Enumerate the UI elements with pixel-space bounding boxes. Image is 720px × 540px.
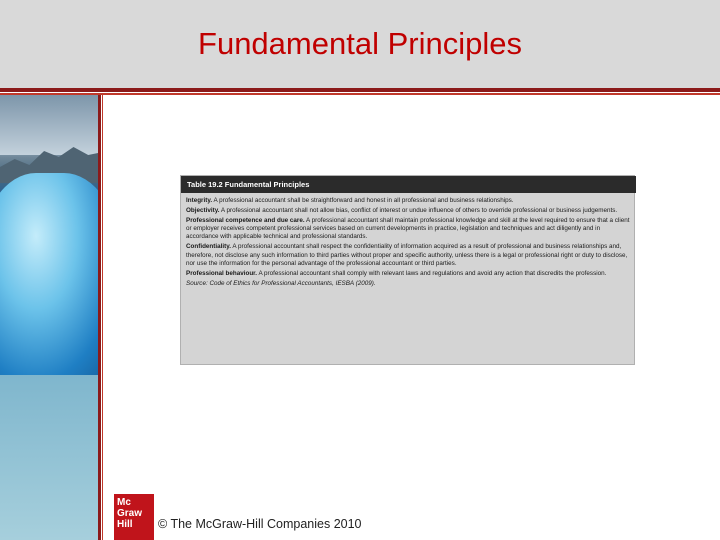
mcgraw-hill-logo (114, 494, 154, 540)
principle-text: A professional accountant shall respect the confidentiality of information acquired as a result of professional and business relationships and, therefore, not disclose any such information to third parties without proper and specific authority, unless there is a legal or professional right or duty to disclose, nor use the information for the personal advantage of the professional accountant or third parties. (186, 243, 628, 267)
principle-term: Professional competence and due care. (186, 217, 305, 225)
principle-confidentiality (186, 243, 631, 267)
principle-text: A professional accountant shall maintain professional knowledge and skill at the level required to ensure that a client or employer receives competent professional services based on current developments in practice, legislation and techniques and act diligently and in accordance with applicable technical and professional standards. (186, 217, 630, 241)
table-body (186, 197, 631, 362)
principle-term: Confidentiality. (186, 243, 232, 251)
principle-term: Objectivity. (186, 207, 220, 215)
copyright-notice: © The McGraw-Hill Companies 2010 (158, 517, 362, 531)
principle-behaviour (186, 270, 631, 278)
title-divider (0, 88, 720, 92)
side-divider (98, 95, 101, 540)
title-divider-accent (0, 93, 720, 95)
principle-competence (186, 217, 631, 241)
logo-line: Mc (117, 497, 131, 508)
principle-term: Professional behaviour. (186, 269, 258, 277)
logo-line: Graw (117, 508, 143, 519)
principles-table-figure (180, 175, 635, 365)
iceberg (0, 173, 98, 383)
principle-objectivity (186, 207, 631, 215)
slide-title: Fundamental Principles (198, 26, 522, 61)
table-source: Source: Code of Ethics for Professional Accountants, IESBA (2009). (186, 279, 376, 287)
iceberg-image (0, 95, 98, 540)
water (0, 375, 98, 540)
principle-text: A professional accountant shall not allow bias, conflict of interest or undue influence of others to override professional or business judgements. (219, 207, 618, 215)
side-divider-accent (102, 95, 103, 540)
principle-text: A professional accountant shall be straightforward and honest in all professional and business relationships. (212, 197, 514, 204)
principle-text: A professional accountant shall comply with relevant laws and regulations and avoid any action that discredits the profession. (257, 269, 607, 277)
principle-term: Integrity. (186, 197, 213, 204)
table-caption: Table 19.2 Fundamental Principles (181, 176, 636, 193)
principle-integrity (186, 197, 631, 205)
sky (0, 95, 98, 155)
logo-line: Hill (117, 519, 133, 530)
